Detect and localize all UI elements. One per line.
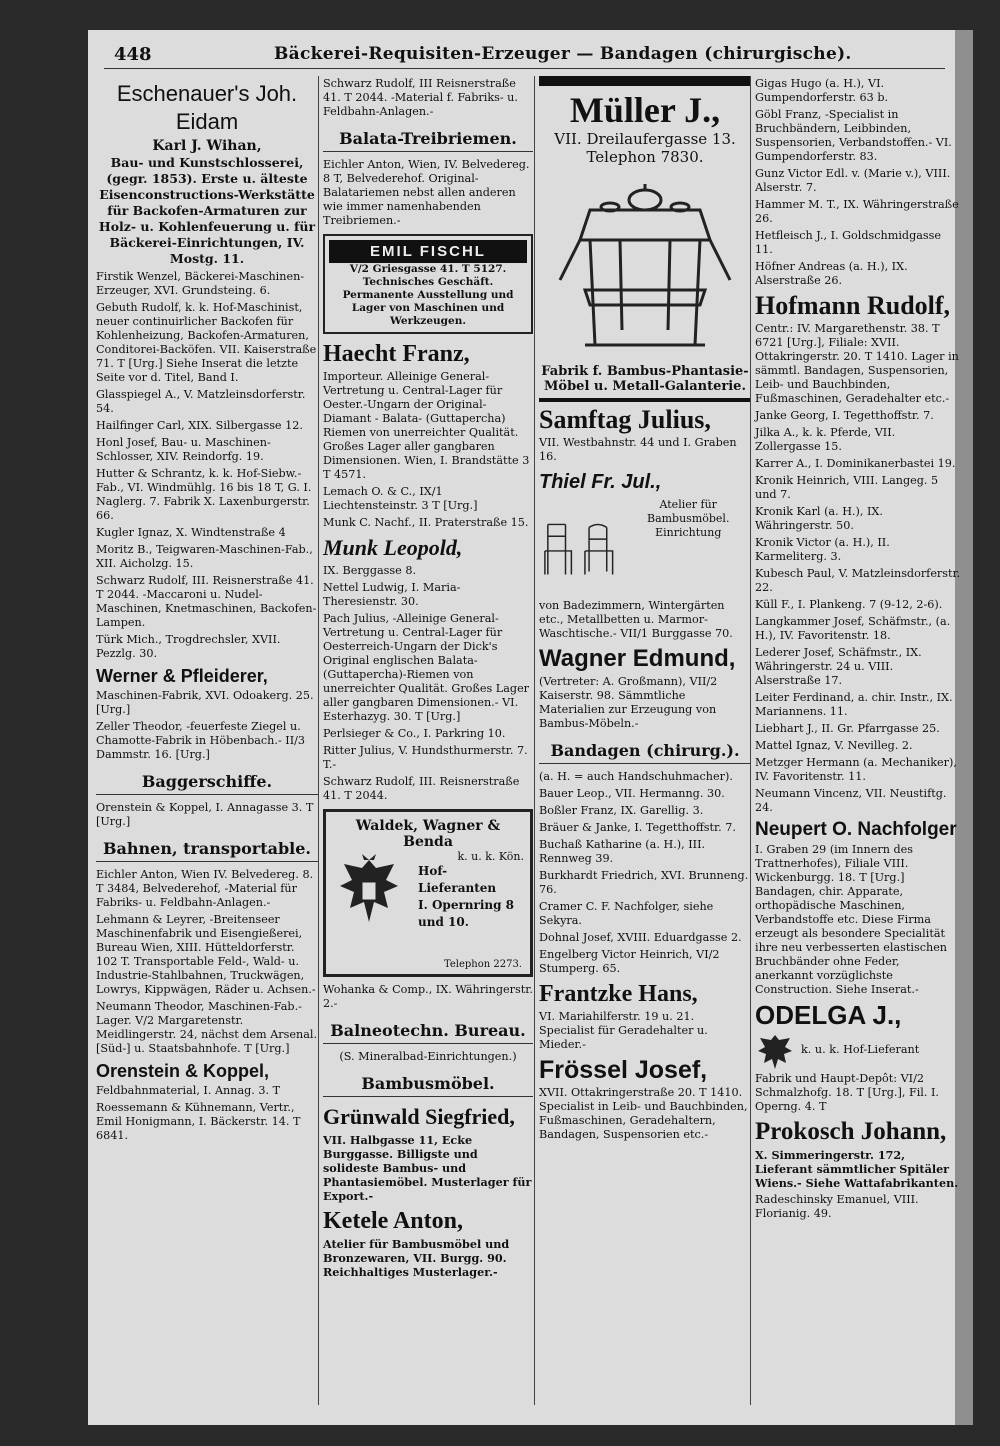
entry-wohanka: Wohanka & Comp., IX. Währingerstr. 2.-	[323, 983, 533, 1010]
entry-honl: Honl Josef, Bau- u. Maschinen-Schlosser, XIV. Reindorfg. 19.	[96, 436, 271, 463]
entry-kronik-karl: Kronik Karl (a. H.), IX. Währingerstr. 50.	[755, 505, 883, 532]
mueller-fabrik: Fabrik f. Bambus-Phantasie-Möbel u. Metall-Galanterie.	[539, 364, 751, 402]
waldek-telephone: Telephon 2273.	[443, 959, 522, 970]
neupert-name: Neupert O. Nachfolger	[755, 819, 957, 840]
column-2	[318, 76, 533, 1405]
thiel-name: Thiel Fr. Jul.,	[539, 471, 662, 493]
entry-bauer: Bauer Leop., VII. Hermanng. 30.	[539, 787, 725, 800]
samftag-name: Samftag Julius,	[539, 405, 711, 434]
entry-kronik-heinrich: Kronik Heinrich, VIII. Langeg. 5 und 7.	[755, 474, 939, 501]
emil-fischl-ad	[323, 234, 533, 334]
entry-janke: Janke Georg, I. Tegetthoffstr. 7.	[755, 409, 934, 422]
mueller-telephone: Telephon 7830.	[586, 148, 704, 166]
entry-schwarz: Schwarz Rudolf, III. Reisnerstraße 41. T 2044. -Maccaroni u. Nudel-Maschinen, Knetmaschinen, Backofen-Lampen.	[96, 574, 317, 629]
waldek-sub: k. u. k. Kön.	[457, 850, 524, 863]
entry-eichler-2: Eichler Anton, Wien, IV. Belvedereg. 8 T, Belvederehof. Original-Balatariemen nebst allen anderen wie immer namenhabenden Treibriemen.-	[323, 158, 530, 227]
entry-bossler: Boßler Franz, IX. Garellig. 3.	[539, 804, 704, 817]
odelga-text: k. u. k. Hof-Lieferant	[801, 1043, 920, 1056]
section-balata: Balata-Treibriemen.	[323, 129, 533, 152]
column-4	[750, 76, 961, 1405]
entry-lehmann: Lehmann & Leyrer, -Breitenseer Maschinenfabrik und Eisengießerei, Bureau Wien, XIII. Hütteldorferstr. 102 T. Transportable Feld-, Wald- u. Industrie-Stahlbahnen, Truckwägen, Lowrys, Kippwägen, Räder u. Achsen.-	[96, 913, 316, 996]
entry-gebuth: Gebuth Rudolf, k. k. Hof-Maschinist, neuer continuirlicher Backofen für Kohlenheizung, Backofen-Armaturen, Conditorei-Backöfen. VII. Kaiserstraße 71. T [Urg.] Siehe Inserat die letzte Seite vor d. Titel, Band I.	[96, 301, 317, 384]
gruenwald-text: VII. Halbgasse 11, Ecke Burggasse. Billigste und solideste Bambus- und Phantasiemöbel. Musterlager für Export.-	[323, 1133, 532, 1203]
entry-firstik: Firstik Wenzel, Bäckerei-Maschinen-Erzeuger, XVI. Grundsteing. 6.	[96, 270, 305, 297]
entry-pach: Pach Julius, -Alleinige General-Vertretung u. Central-Lager für Oesterreich-Ungarn der Dick's Original englischen Balata-(Guttapercha)-Riemen von unerreichter Qualität. Großes Lager aller gangbaren Dimensionen.- VI. Esterhazyg. 30. T [Urg.]	[323, 612, 530, 723]
section-baggerschiffe: Baggerschiffe.	[96, 772, 318, 795]
bandagen-note: (a. H. = auch Handschuhmacher).	[539, 770, 733, 783]
entry-dohnal: Dohnal Josef, XVIII. Eduardgasse 2.	[539, 931, 742, 944]
hofmann-name: Hofmann Rudolf,	[755, 291, 951, 320]
entry-perlsieger: Perlsieger & Co., I. Parkring 10.	[323, 727, 506, 740]
entry-schwarz-2: Schwarz Rudolf, III Reisnerstraße 41. T 2044. -Material f. Fabriks- u. Feldbahn-Anlagen.-	[323, 77, 518, 118]
emil-fischl-text: V/2 Griesgasse 41. T 5127. Technisches Geschäft. Permanente Ausstellung und Lager von Maschinen und Werkzeugen.	[342, 263, 514, 327]
entry-nettel: Nettel Ludwig, I. Maria-Theresienstr. 30.	[323, 581, 461, 608]
samftag-text: VII. Westbahnstr. 44 und I. Graben 16.	[539, 436, 737, 463]
eschenauer-name: Eschenauer's Joh. Eidam	[116, 81, 298, 134]
balneo-text: (S. Mineralbad-Einrichtungen.)	[339, 1050, 517, 1063]
entry-neumann-vincenz: Neumann Vincenz, VII. Neustiftg. 24.	[755, 787, 947, 814]
entry-zeller: Zeller Theodor, -feuerfeste Ziegel u. Chamotte-Fabrik in Höbenbach.- II/3 Dammstr. 16. [Urg.]	[96, 720, 306, 761]
munk-leopold-text: IX. Berggasse 8.	[323, 564, 417, 577]
entry-orenstein: Orenstein & Koppel, I. Annagasse 3. T [Urg.]	[96, 801, 314, 828]
mueller-ad	[539, 76, 751, 402]
entry-lederer: Lederer Josef, Schäfmstr., IX. Währingerstr. 24 u. VIII. Alserstraße 17.	[755, 646, 922, 687]
bamboo-chairs-illustration	[539, 498, 621, 598]
waldek-line-1: Hof-Lieferanten	[418, 864, 497, 895]
waldek-line-3: und 10.	[418, 915, 469, 929]
mueller-address: VII. Dreilaufergasse 13.	[554, 130, 736, 148]
entry-kugler: Kugler Ignaz, X. Windtenstraße 4	[96, 526, 286, 539]
prokosch-name: Prokosch Johann,	[755, 1118, 947, 1145]
section-balneotechn: Balneotechn. Bureau.	[323, 1021, 533, 1044]
hofmann-text: Centr.: IV. Margarethenstr. 38. T 6721 [Urg.], Filiale: XVII. Ottakringerstr. 20. T 1410. Lager in sämmtl. Bandagen, Suspensorien, Leib- und Bauchbinden, Fußmaschinen, Geradehalter etc.-	[755, 322, 959, 405]
werner-text: Maschinen-Fabrik, XVI. Odoakerg. 25. [Urg.]	[96, 689, 314, 716]
wagner-text: (Vertreter: A. Großmann), VII/2 Kaiserstr. 98. Sämmtliche Materialien zur Erzeugung von Bambus-Möbeln.-	[539, 675, 718, 730]
entry-metzger: Metzger Hermann (a. Mechaniker), IV. Favoritenstr. 11.	[755, 756, 957, 783]
entry-gigas: Gigas Hugo (a. H.), VI. Gumpendorferstr. 63 b.	[755, 77, 889, 104]
froessel-text: XVII. Ottakringerstraße 20. T 1410. Specialist in Leib- und Bauchbinden, Fußmaschinen, Geradehaltern, Bandagen, Suspensorien etc.-	[539, 1086, 748, 1141]
entry-radeschinsky: Radeschinsky Emanuel, VIII. Florianig. 49.	[755, 1193, 919, 1220]
entry-hoefner: Höfner Andreas (a. H.), IX. Alserstraße 26.	[755, 260, 908, 287]
entry-engelberg: Engelberg Victor Heinrich, VI/2 Stumperg. 65.	[539, 948, 720, 975]
eagle-crest-icon	[334, 852, 404, 932]
neupert-text: I. Graben 29 (im Innern des Trattnerhofes), Filiale VIII. Wickenburgg. 18. T [Urg.] Bandagen, chir. Apparate, orthopädische Maschinen, Verbandstoffe etc. Diese Firma erzeugt als besondere Specialität ihre neu verbesserten elastischen Bruchbänder ohne Feder, anerkannt vorzüglichste Construction. Siehe Inserat.-	[755, 843, 948, 996]
entry-hailfinger: Hailfinger Carl, XIX. Silbergasse 12.	[96, 419, 303, 432]
werner-name: Werner & Pfleiderer,	[96, 666, 268, 686]
entry-munk-c: Munk C. Nachf., II. Praterstraße 15.	[323, 516, 529, 529]
waldek-line-2: I. Opernring 8	[418, 898, 515, 912]
section-bandagen: Bandagen (chirurg.).	[539, 741, 751, 764]
entry-buchass: Buchaß Katharine (a. H.), III. Rennweg 39.	[539, 838, 706, 865]
frantzke-text: VI. Mariahilferstr. 19 u. 21. Specialist für Geradehalter u. Mieder.-	[539, 1010, 708, 1051]
frantzke-name: Frantzke Hans,	[539, 981, 698, 1007]
haecht-text: Importeur. Alleinige General-Vertretung u. Central-Lager für Oester.-Ungarn der Original-Diamant - Balata- (Guttapercha) Riemen von unerreichter Qualität. Großes Lager aller gangbaren Dimensionen. Wien, I. Brandstätte 3 T 4571.	[323, 370, 530, 481]
entry-gunz: Gunz Victor Edl. v. (Marie v.), VIII. Alserstr. 7.	[755, 167, 951, 194]
orenstein-text: Feldbahnmaterial, I. Annag. 3. T	[96, 1084, 281, 1097]
entry-glasspiegel: Glasspiegel A., V. Matzleinsdorferstr. 54.	[96, 388, 306, 415]
munk-leopold-name: Munk Leopold,	[323, 535, 463, 560]
entry-kronik-victor: Kronik Victor (a. H.), II. Karmeliterg. 3.	[755, 536, 890, 563]
entry-liebhart: Liebhart J., II. Gr. Pfarrgasse 25.	[755, 722, 940, 735]
thiel-text: von Badezimmern, Wintergärten etc., Metallbetten u. Marmor-Waschtische.- VII/1 Burggasse 70.	[539, 599, 733, 640]
ketele-name: Ketele Anton,	[323, 1208, 463, 1234]
column-1	[96, 76, 318, 1405]
orenstein-name: Orenstein & Koppel,	[96, 1061, 270, 1081]
eschenauer-text: Bau- und Kunstschlosserei, (gegr. 1853). Erste u. älteste Eisenconstructions-Werkstätte für Backofen-Armaturen zur Holz- u. Kohlenfeuerung u. für Bäckerei-Einrichtungen, IV. Mostg. 11.	[98, 155, 316, 266]
entry-karrer: Karrer A., I. Dominikanerbastei 19.	[755, 457, 956, 470]
page-title: Bäckerei-Requisiten-Erzeuger — Bandagen (chirurgische).	[274, 44, 852, 64]
entry-mattel: Mattel Ignaz, V. Nevilleg. 2.	[755, 739, 913, 752]
emil-fischl-name: EMIL FISCHL	[329, 240, 527, 263]
entry-leiter: Leiter Ferdinand, a. chir. Instr., IX. Mariannens. 11.	[755, 691, 953, 718]
entry-ritter: Ritter Julius, V. Hundsthurmerstr. 7. T.-	[323, 744, 528, 771]
froessel-name: Frössel Josef,	[539, 1056, 708, 1084]
entry-kuell: Küll F., I. Plankeng. 7 (9-12, 2-6).	[755, 598, 943, 611]
entry-lemach: Lemach O. & C., IX/1 Liechtensteinstr. 3 T [Urg.]	[323, 485, 478, 512]
page-header	[104, 42, 945, 69]
odelga-ad	[755, 1031, 961, 1071]
directory-page	[88, 30, 973, 1425]
entry-hetfleisch: Hetfleisch J., I. Goldschmidgasse 11.	[755, 229, 942, 256]
entry-goebl: Göbl Franz, -Specialist in Bruchbändern, Leibbinden, Suspensorien, Verbandstoffen.- VI. Gumpendorferstr. 83.	[755, 108, 952, 163]
thiel-side-text: Atelier für Bambusmöbel. Einrichtung	[646, 498, 730, 539]
odelga-name: ODELGA J.,	[755, 1000, 902, 1030]
entry-kubesch: Kubesch Paul, V. Matzleinsdorferstr. 22.	[755, 567, 961, 594]
entry-hammer: Hammer M. T., IX. Währingerstraße 26.	[755, 198, 959, 225]
entry-burkhardt: Burkhardt Friedrich, XVI. Brunneng. 76.	[539, 869, 749, 896]
entry-hutter: Hutter & Schrantz, k. k. Hof-Siebw.-Fab., VI. Windmühlg. 16 bis 18 T, G. I. Naglerg. 7. Fabrik X. Laxenburgerstr. 66.	[96, 467, 312, 522]
gruenwald-name: Grünwald Siegfried,	[323, 1104, 515, 1129]
eagle-crest-icon	[755, 1031, 795, 1071]
section-bambusmoebel: Bambusmöbel.	[323, 1074, 533, 1097]
thiel-ad	[539, 498, 751, 598]
entry-cramer: Cramer C. F. Nachfolger, siehe Sekyra.	[539, 900, 714, 927]
entry-braeuer: Bräuer & Janke, I. Tegetthoffstr. 7.	[539, 821, 736, 834]
entry-schwarz-3: Schwarz Rudolf, III. Reisnerstraße 41. T 2044.	[323, 775, 520, 802]
entry-eichler: Eichler Anton, Wien IV. Belvedereg. 8. T 3484, Belvederehof, -Material für Fabriks- u. Feldbahn-Anlagen.-	[96, 868, 314, 909]
entry-jilka: Jilka A., k. k. Pferde, VII. Zollergasse 15.	[755, 426, 896, 453]
prokosch-text: X. Simmeringerstr. 172, Lieferant sämmtlicher Spitäler Wiens.- Siehe Wattafabrikanten.	[755, 1148, 959, 1190]
entry-moritz: Moritz B., Teigwaren-Maschinen-Fab., XII. Aicholzg. 15.	[96, 543, 313, 570]
column-3	[534, 76, 751, 1405]
eschenauer-owner: Karl J. Wihan,	[152, 138, 262, 154]
waldek-ad	[323, 809, 533, 977]
odelga-text-2: Fabrik und Haupt-Depôt: VI/2 Schmalzhofg. 18. T [Urg.], Fil. I. Operng. 4. T	[755, 1072, 939, 1113]
bamboo-table-illustration	[550, 170, 740, 360]
page-number: 448	[114, 44, 152, 65]
entry-neumann: Neumann Theodor, Maschinen-Fab.-Lager. V/2 Margaretenstr. Meidlingerstr. 24, nächst dem Arsenal. [Süd-] u. Staatsbahnhofe. T [Urg.]	[96, 1000, 318, 1055]
entry-langkammer: Langkammer Josef, Schäfmstr., (a. H.), IV. Favoritenstr. 18.	[755, 615, 951, 642]
waldek-title: Waldek, Wagner & Benda	[355, 818, 501, 850]
mueller-name: Müller J.,	[569, 90, 721, 130]
wagner-name: Wagner Edmund,	[539, 645, 736, 672]
entry-roessemann: Roessemann & Kühnemann, Vertr., Emil Honigmann, I. Bäckerstr. 14. T 6841.	[96, 1101, 301, 1142]
section-bahnen: Bahnen, transportable.	[96, 839, 318, 862]
ketele-text: Atelier für Bambusmöbel und Bronzewaren, VII. Burgg. 90. Reichhaltiges Musterlager.-	[323, 1237, 510, 1279]
entry-tuerk: Türk Mich., Trogdrechsler, XVII. Pezzlg. 30.	[96, 633, 281, 660]
haecht-name: Haecht Franz,	[323, 341, 470, 367]
